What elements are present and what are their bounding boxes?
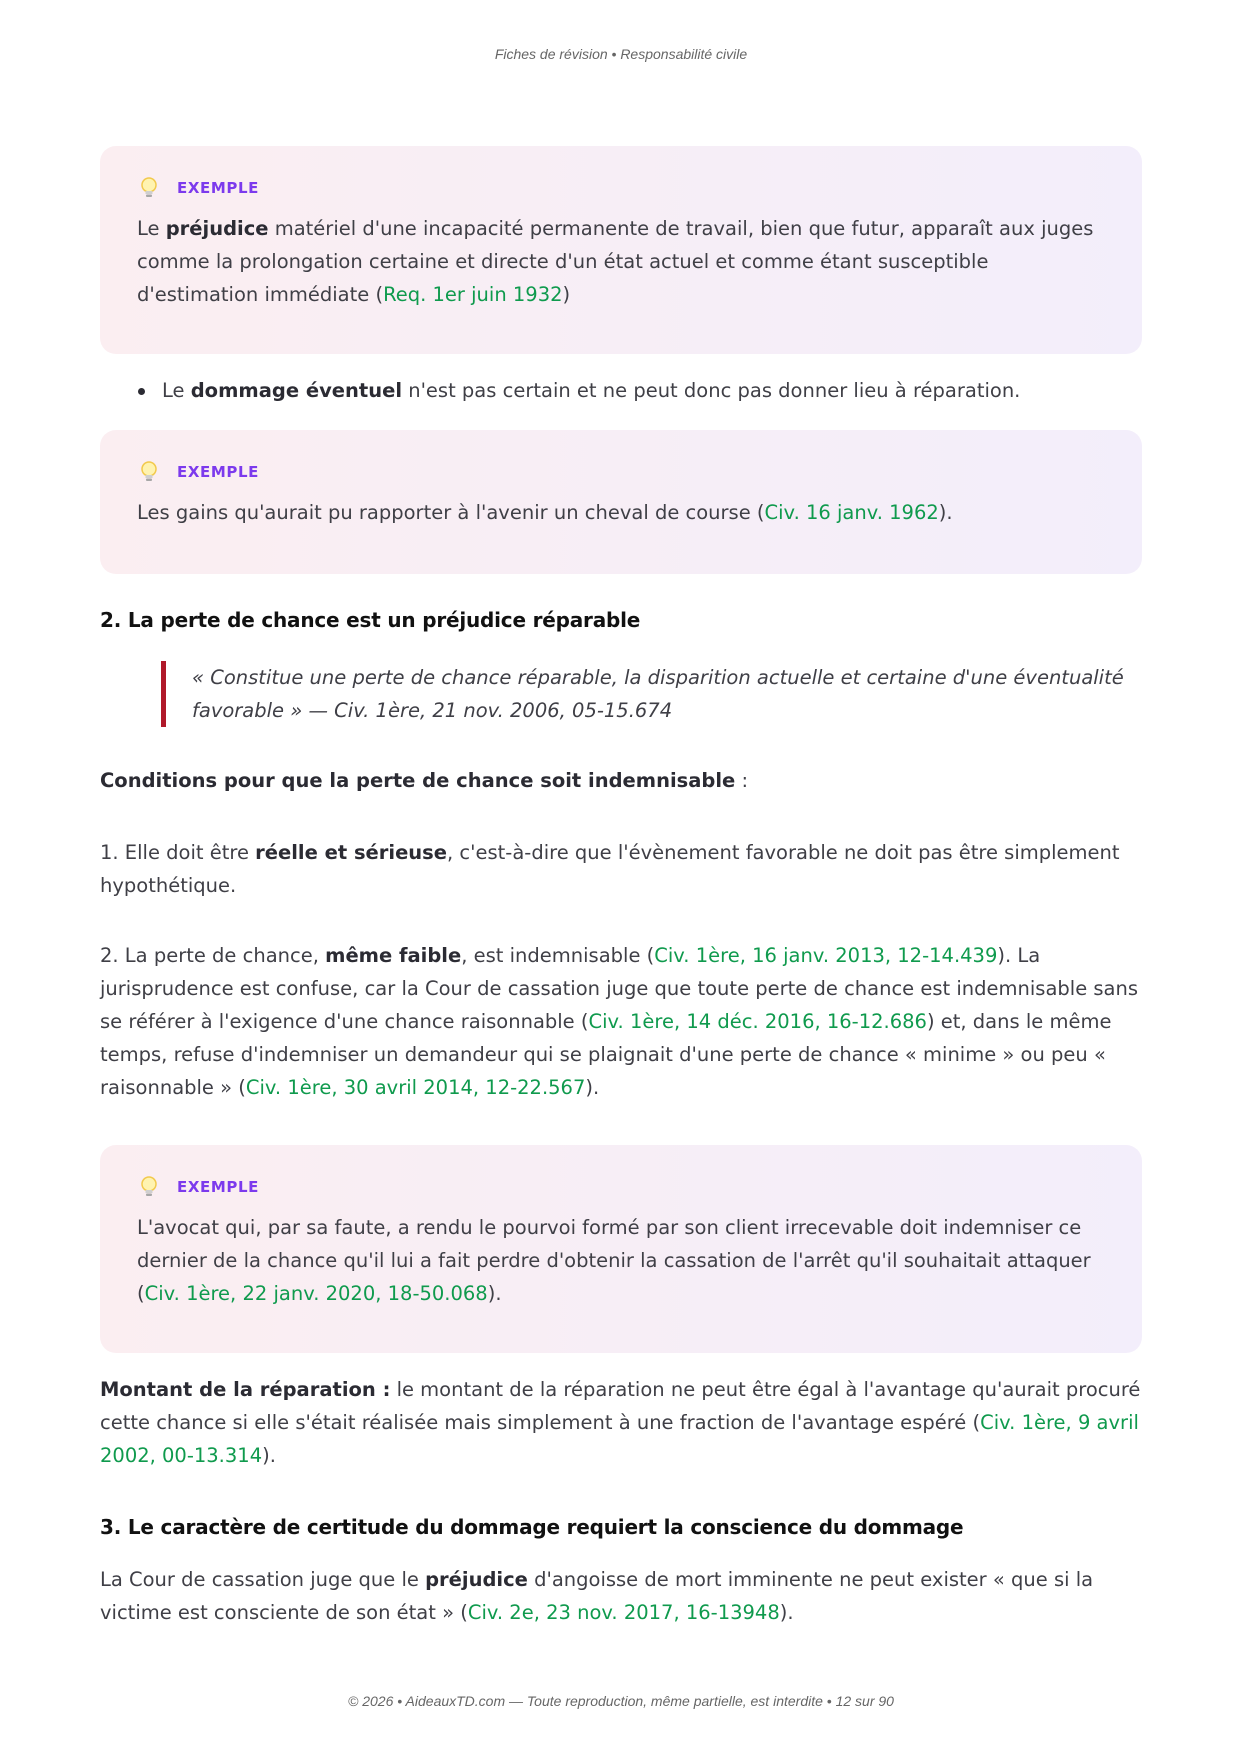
section-heading: 2. La perte de chance est un préjudice réparable xyxy=(100,608,641,632)
lightbulb-icon xyxy=(137,176,161,200)
condition-paragraph: 2. La perte de chance, même faible, est indemnisable (Civ. 1ère, 16 janv. 2013, 12-14.439). La jurisprudence est confuse, car la Cour de cassation juge que toute perte de chance est indemnisable sans se référer à l'exigence d'une chance raisonnable (Civ. 1ère, 14 déc. 2016, 16-12.686) et, dans le même temps, refuse d'indemniser un demandeur qui se plaignait d'une perte de chance « minime » ou peu « raisonnable » (Civ. 1ère, 30 avril 2014, 12-22.567). xyxy=(100,944,1139,1099)
callout-text: Les gains qu'aurait pu rapporter à l'avenir un cheval de course (Civ. 16 janv. 1962). xyxy=(137,501,953,524)
list-item xyxy=(100,374,1180,407)
callout-text: L'avocat qui, par sa faute, a rendu le pourvoi formé par son client irrecevable doit indemniser ce dernier de la chance qu'il lui a fait perdre d'obtenir la cassation de l'arrêt qu'il souhaitait attaquer (Civ. 1ère, 22 janv. 2020, 18-50.068). xyxy=(137,1216,1091,1305)
example-callout xyxy=(100,430,1142,574)
condition-paragraph: 1. Elle doit être réelle et sérieuse, c'est-à-dire que l'évènement favorable ne doit pas être simplement hypothétique. xyxy=(100,841,1120,897)
callout-label: EXEMPLE xyxy=(177,1178,259,1196)
montant-paragraph: Montant de la réparation : le montant de la réparation ne peut être égal à l'avantage qu'aurait procuré cette chance si elle s'était réalisée mais simplement à une fraction de l'avantage espéré (Civ. 1ère, 9 avril 2002, 00-13.314). xyxy=(100,1378,1141,1467)
callout-header xyxy=(137,176,1106,200)
section-paragraph: La Cour de cassation juge que le préjudice d'angoisse de mort imminente ne peut exister « que si la victime est consciente de son état » (Civ. 2e, 23 nov. 2017, 16-13948). xyxy=(100,1568,1094,1624)
list-item-text: Le dommage éventuel n'est pas certain et ne peut donc pas donner lieu à réparation. xyxy=(162,379,1021,402)
case-link[interactable]: Req. 1er juin 1932 xyxy=(383,283,563,306)
bullet-dot xyxy=(138,388,145,395)
page-footer: © 2026 • AideauxTD.com — Toute reproduction, même partielle, est interdite • 12 sur 90 xyxy=(348,1693,894,1709)
case-link[interactable]: Civ. 2e, 23 nov. 2017, 16-13948 xyxy=(467,1601,780,1624)
callout-text: Le préjudice matériel d'une incapacité permanente de travail, bien que futur, apparaît aux juges comme la prolongation certaine et directe d'un état actuel et comme étant susceptible d'estimation immédiate (Req. 1er juin 1932) xyxy=(137,217,1094,306)
case-link[interactable]: Civ. 1ère, 9 avril 2002, 00-13.314 xyxy=(100,1411,1139,1467)
case-link[interactable]: Civ. 16 janv. 1962 xyxy=(764,501,939,524)
case-link[interactable]: Civ. 1ère, 16 janv. 2013, 12-14.439 xyxy=(654,944,998,967)
callout-label: EXEMPLE xyxy=(177,179,259,197)
lightbulb-icon xyxy=(137,1175,161,1199)
case-link[interactable]: Civ. 1ère, 14 déc. 2016, 16-12.686 xyxy=(588,1010,927,1033)
example-callout xyxy=(100,1145,1142,1353)
case-link[interactable]: Civ. 1ère, 22 janv. 2020, 18-50.068 xyxy=(144,1282,488,1305)
lightbulb-icon xyxy=(137,460,161,484)
blockquote xyxy=(100,661,1142,727)
section-heading: 3. Le caractère de certitude du dommage requiert la conscience du dommage xyxy=(100,1515,964,1539)
page-header: Fiches de révision • Responsabilité civile xyxy=(494,46,748,62)
callout-header xyxy=(137,460,1106,484)
callout-header xyxy=(137,1175,1106,1199)
callout-label: EXEMPLE xyxy=(177,463,259,481)
example-callout xyxy=(100,146,1142,354)
case-link[interactable]: Civ. 1ère, 30 avril 2014, 12-22.567 xyxy=(245,1076,586,1099)
conditions-heading: Conditions pour que la perte de chance soit indemnisable : xyxy=(100,769,749,792)
quote-text: « Constitue une perte de chance réparable, la disparition actuelle et certaine d'une éventualité favorable » — Civ. 1ère, 21 nov. 2006, 05-15.674 xyxy=(161,661,1142,727)
